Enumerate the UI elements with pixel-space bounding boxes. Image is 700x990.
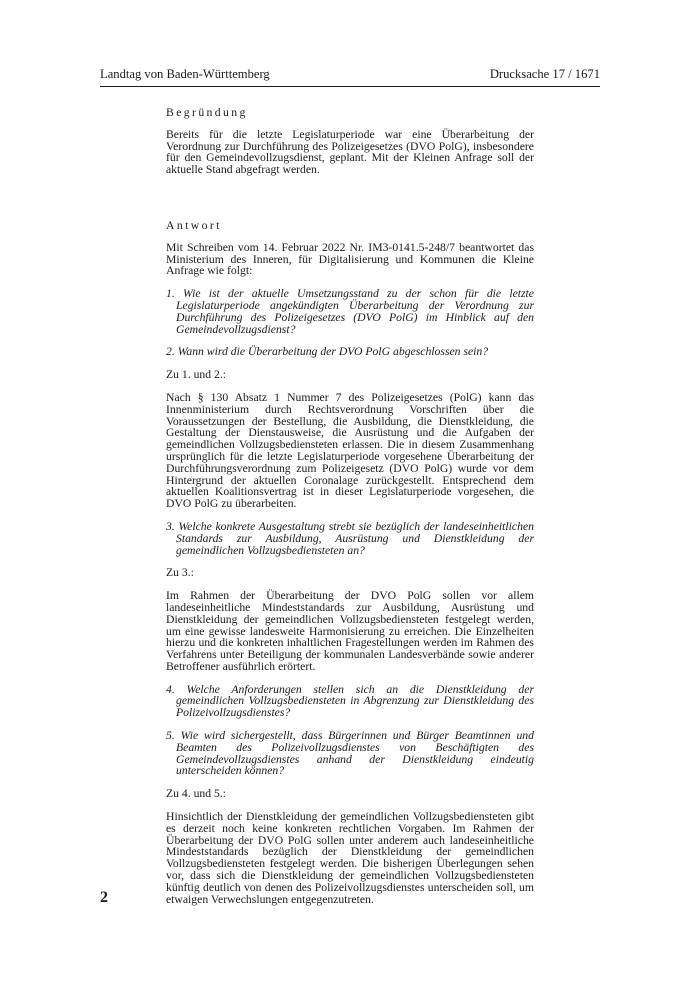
answer-4-5-text: Hinsichtlich der Dienstkleidung der gemeindlichen Vollzugsbediensteten gibt es derzeit noch keine konkreten rechtlichen Vorgaben. Im Rahmen der Überarbeitung der DVO PolG sollen unter anderem auch landeseinheitliche Mindeststandards bezüglich der Dienstkleidung der gemeindlichen Vollzugsbediensteten festgelegt werden. Die bisherigen Überlegungen sehen vor, dass sich die Dienstkleidung der gemeindlichen Vollzugsbediensteten künftig deutlich von denen des Polizeivollzugsdienstes unterscheiden soll, um etwaigen Verwechslungen entgegenzutreten. xyxy=(166,810,534,906)
header-document-number: Drucksache 17 / 1671 xyxy=(489,67,600,81)
answer-1-2-text: Nach § 130 Absatz 1 Nummer 7 des Polizeigesetzes (PolG) kann das Innenministerium durch Rechtsverordnung Vorschriften über die Voraussetzungen der Bestellung, die Ausbildung, die Dienstkleidung, die Gestaltung der Dienstausweise, die Ausrüstung und die Aufgaben der gemeindlichen Vollzugsbediensteten erlassen. Die in diesem Zusammenhang ursprünglich für die letzte Legislaturperiode vorgesehene Überarbeitung der Durchführungsverordnung zum Polizeigesetz (DVO PolG) wurde vor dem Hintergrund der aktuellen Coronalage zurückgestellt. Entsprechend dem aktuellen Koalitionsvertrag ist in dieser Legislaturperiode vorgesehen, die DVO PolG zu überarbeiten. xyxy=(166,390,534,511)
document-body xyxy=(166,107,534,905)
question-5: 5. Wie wird sichergestellt, dass Bürgerinnen und Bürger Beamtinnen und Beamten des Polizeivollzugsdienstes von Beschäftigten des Gemeindevollzugsdienstes anhand der Dienstkleidung eindeutig unterscheiden können? xyxy=(166,729,534,778)
antwort-intro: Mit Schreiben vom 14. Februar 2022 Nr. IM3-0141.5-248/7 beantwortet das Ministerium des Inneren, für Digitalisierung und Kommunen die Kleine Anfrage wie folgt: xyxy=(166,240,534,278)
answer-3-text: Im Rahmen der Überarbeitung der DVO PolG sollen vor allem landeseinheitliche Mindeststandards zur Ausbildung, Ausrüstung und Dienstkleidung der gemeindlichen Vollzugsbediensteten festgelegt werden, um eine gewisse landesweite Harmonisierung zu erreichen. Die Einzelheiten hierzu und die konkreten inhaltlichen Fragestellungen werden im Rahmen des Verfahrens unter Beteiligung der kommunalen Landesverbände sowie anderer Betroffener ausführlich erörtert. xyxy=(166,589,534,673)
answer-1-2-label: Zu 1. und 2.: xyxy=(166,368,227,382)
question-3: 3. Welche konkrete Ausgestaltung strebt sie bezüglich der landeseinheitlichen Standards zur Ausbildung, Ausrüstung und Dienstkleidung der gemeindlichen Vollzugsbediensteten an? xyxy=(166,519,534,557)
begruendung-text: Bereits für die letzte Legislaturperiode war eine Überarbeitung der Verordnung zur Durchführung des Polizeigesetzes (DVO PolG), insbesondere für den Gemeindevollzugsdienst, geplant. Mit der Kleinen Anfrage soll der aktuelle Stand abgefragt werden. xyxy=(166,127,534,177)
answer-3-label: Zu 3.: xyxy=(166,566,194,580)
question-1: 1. Wie ist der aktuelle Umsetzungsstand zu der schon für die letzte Legislaturperiode angekündigten Überarbeitung der Verordnung zur Durchführung des Polizeigesetzes (DVO PolG) im Hinblick auf den Gemeindevollzugsdienst? xyxy=(166,287,534,336)
header-rule xyxy=(100,86,600,87)
begruendung-heading: Begründung xyxy=(166,106,248,119)
question-4: 4. Welche Anforderungen stellen sich an die Dienstkleidung der gemeindlichen Vollzugsbediensteten in Abgrenzung zur Dienstkleidung des Polizeivollzugsdienstes? xyxy=(166,682,534,720)
page-number: 2 xyxy=(100,889,108,906)
antwort-heading: Antwort xyxy=(166,218,222,232)
header-parliament: Landtag von Baden-Württemberg xyxy=(100,67,270,81)
question-2: 2. Wann wird die Überarbeitung der DVO PolG abgeschlossen sein? xyxy=(166,345,489,359)
answer-4-5-label: Zu 4. und 5.: xyxy=(166,787,227,801)
running-header xyxy=(100,66,600,82)
